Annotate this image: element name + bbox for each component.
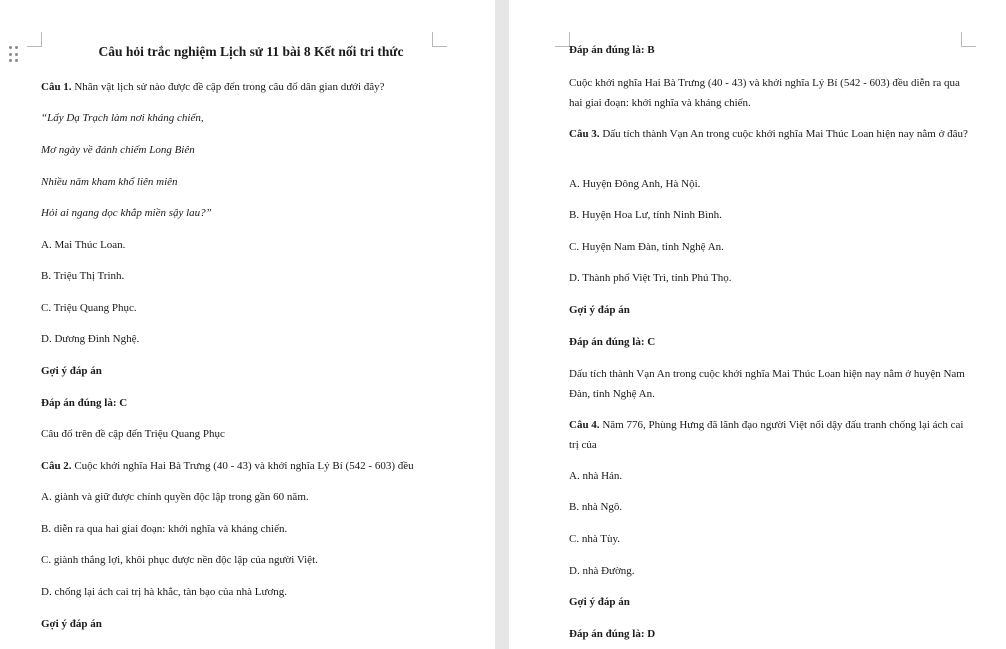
crop-mark-top-left [27, 32, 42, 47]
answer-1: Đáp án đúng là: C [41, 397, 128, 409]
q2-option-a: A. giành và giữ được chính quyền độc lập trong gần 60 năm. [41, 491, 309, 503]
q3-option-b: B. Huyện Hoa Lư, tỉnh Ninh Bình. [569, 209, 722, 221]
question-4 [569, 415, 972, 455]
q4-option-a: A. nhà Hán. [569, 470, 623, 482]
q1-option-a: A. Mai Thúc Loan. [41, 239, 126, 251]
q2-option-b: B. diễn ra qua hai giai đoạn: khởi nghĩa và kháng chiến. [41, 523, 288, 535]
question-2 [41, 457, 461, 476]
q3-option-d: D. Thành phố Việt Trì, tỉnh Phú Thọ. [569, 272, 732, 284]
question-3-label: Câu 3. [569, 128, 600, 140]
q4-option-b: B. nhà Ngô. [569, 501, 623, 513]
q4-option-d: D. nhà Đường. [569, 565, 635, 577]
explanation-1: Câu đố trên đề cập đến Triệu Quang Phục [41, 428, 225, 440]
q3-option-a: A. Huyện Đông Anh, Hà Nội. [569, 178, 701, 190]
q1-option-d: D. Dương Đình Nghệ. [41, 333, 140, 345]
question-1-text: Nhân vật lịch sử nào được đề cập đến trong câu đố dân gian dưới đây? [71, 81, 385, 93]
document-page-left[interactable] [0, 0, 495, 649]
hint-heading-2: Gợi ý đáp án [41, 618, 102, 630]
poem-line-4: Hỏi ai ngang dọc khắp miền sậy lau?” [41, 207, 212, 219]
q3-option-c: C. Huyện Nam Đàn, tỉnh Nghệ An. [569, 241, 724, 253]
question-3-text: Dấu tích thành Vạn An trong cuộc khởi nghĩa Mai Thúc Loan hiện nay nằm ở đâu? [599, 128, 968, 140]
question-4-text: Năm 776, Phùng Hưng đã lãnh đạo người Việt nổi dậy đấu tranh chống lại ách cai trị của [569, 419, 964, 451]
q2-option-d: D. chống lại ách cai trị hà khắc, tàn bạo của nhà Lương. [41, 586, 288, 598]
hint-heading-3: Gợi ý đáp án [569, 304, 630, 316]
document-title: Câu hỏi trắc nghiệm Lịch sử 11 bài 8 Kết nối tri thức [98, 44, 404, 59]
q2-option-c: C. giành thắng lợi, khôi phục được nền độc lập của người Việt. [41, 554, 318, 566]
answer-4: Đáp án đúng là: D [569, 628, 656, 640]
explanation-3: Dấu tích thành Vạn An trong cuộc khởi nghĩa Mai Thúc Loan hiện nay nằm ở huyện Nam Đàn, tỉnh Nghệ An. [569, 368, 965, 400]
document-page-right[interactable] [509, 0, 1006, 649]
poem-line-2: Mơ ngày về đánh chiếm Long Biên [41, 144, 195, 156]
hint-heading-4: Gợi ý đáp án [569, 596, 630, 608]
poem-line-3: Nhiều năm kham khổ liên miên [41, 176, 178, 188]
question-2-label: Câu 2. [41, 460, 72, 472]
poem-line-1: “Lấy Dạ Trạch làm nơi kháng chiến, [41, 112, 204, 124]
explanation-2: Cuộc khởi nghĩa Hai Bà Trưng (40 - 43) và khởi nghĩa Lý Bí (542 - 603) đều diễn ra qua hai giai đoạn: khởi nghĩa và kháng chiến. [569, 77, 960, 109]
answer-3: Đáp án đúng là: C [569, 336, 656, 348]
crop-mark-top-left-right-page [555, 32, 570, 47]
q4-option-c: C. nhà Tùy. [569, 533, 621, 545]
question-3 [569, 124, 972, 144]
hint-heading-1: Gợi ý đáp án [41, 365, 102, 377]
question-1-label: Câu 1. [41, 81, 72, 93]
table-move-handle-icon[interactable] [9, 46, 19, 64]
answer-2: Đáp án đúng là: B [569, 44, 655, 56]
q1-option-c: C. Triệu Quang Phục. [41, 302, 137, 314]
question-1 [41, 78, 461, 97]
q1-option-b: B. Triệu Thị Trinh. [41, 270, 125, 282]
question-4-label: Câu 4. [569, 419, 600, 431]
question-2-text: Cuộc khởi nghĩa Hai Bà Trưng (40 - 43) và khởi nghĩa Lý Bí (542 - 603) đều [71, 460, 414, 472]
